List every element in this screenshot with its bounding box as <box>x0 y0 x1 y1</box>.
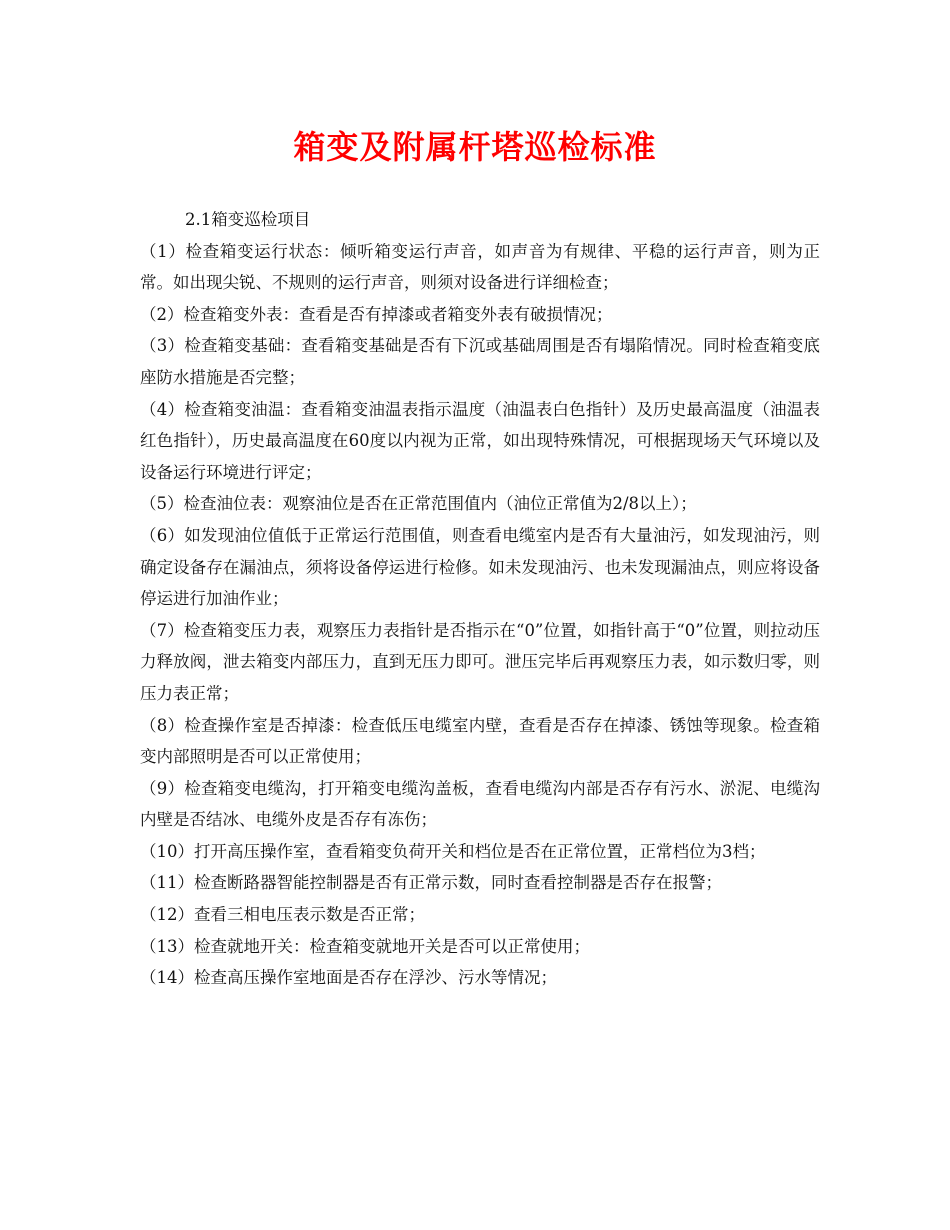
inspection-item-9: （9）检查箱变电缆沟，打开箱变电缆沟盖板，查看电缆沟内部是否存有污水、淤泥、电缆沟内壁是否结冰、电缆外皮是否存有冻伤； <box>140 778 820 830</box>
inspection-item-13: （13）检查就地开关：检查箱变就地开关是否可以正常使用； <box>140 936 590 956</box>
section-heading: 2.1箱变巡检项目 <box>185 210 311 229</box>
inspection-item-6: （6）如发现油位值低于正常运行范围值，则查看电缆室内是否有大量油污，如发现油污，则确定设备存在漏油点，须将设备停运进行检修。如未发现油污、也未发现漏油点，则应将设备停运进行加油作业； <box>140 525 820 609</box>
inspection-item-14: （14）检查高压操作室地面是否存在浮沙、污水等情况； <box>140 968 557 988</box>
inspection-item-10: （10）打开高压操作室，查看箱变负荷开关和档位是否在正常位置，正常档位为3档； <box>140 841 766 861</box>
inspection-item-5: （5）检查油位表：观察油位是否在正常范围值内（油位正常值为2/8以上）； <box>140 494 697 514</box>
inspection-item-2: （2）检查箱变外表：查看是否有掉漆或者箱变外表有破损情况； <box>140 304 613 324</box>
document-body <box>140 204 820 994</box>
inspection-item-12: （12）查看三相电压表示数是否正常； <box>140 905 425 925</box>
inspection-item-3: （3）检查箱变基础：查看箱变基础是否有下沉或基础周围是否有塌陷情况。同时检查箱变底座防水措施是否完整； <box>140 336 820 387</box>
inspection-item-8: （8）检查操作室是否掉漆：检查低压电缆室内壁，查看是否存在掉漆、锈蚀等现象。检查箱变内部照明是否可以正常使用； <box>140 715 820 767</box>
document-title: 箱变及附属杆塔巡检标准 <box>293 128 657 166</box>
inspection-item-7: （7）检查箱变压力表，观察压力表指针是否指示在“0”位置，如指针高于“0”位置，则拉动压力释放阀，泄去箱变内部压力，直到无压力即可。泄压完毕后再观察压力表，如示数归零，则压力表正常； <box>140 620 820 703</box>
inspection-item-11: （11）检查断路器智能控制器是否有正常示数，同时查看控制器是否存在报警； <box>140 873 722 893</box>
inspection-item-1: （1）检查箱变运行状态：倾听箱变运行声音，如声音为有规律、平稳的运行声音，则为正常。如出现尖锐、不规则的运行声音，则须对设备进行详细检查； <box>140 241 820 293</box>
inspection-item-4: （4）检查箱变油温：查看箱变油温表指示温度（油温表白色指针）及历史最高温度（油温表红色指针），历史最高温度在60度以内视为正常，如出现特殊情况，可根据现场天气环境以及设备运行环境进行评定； <box>140 399 820 482</box>
